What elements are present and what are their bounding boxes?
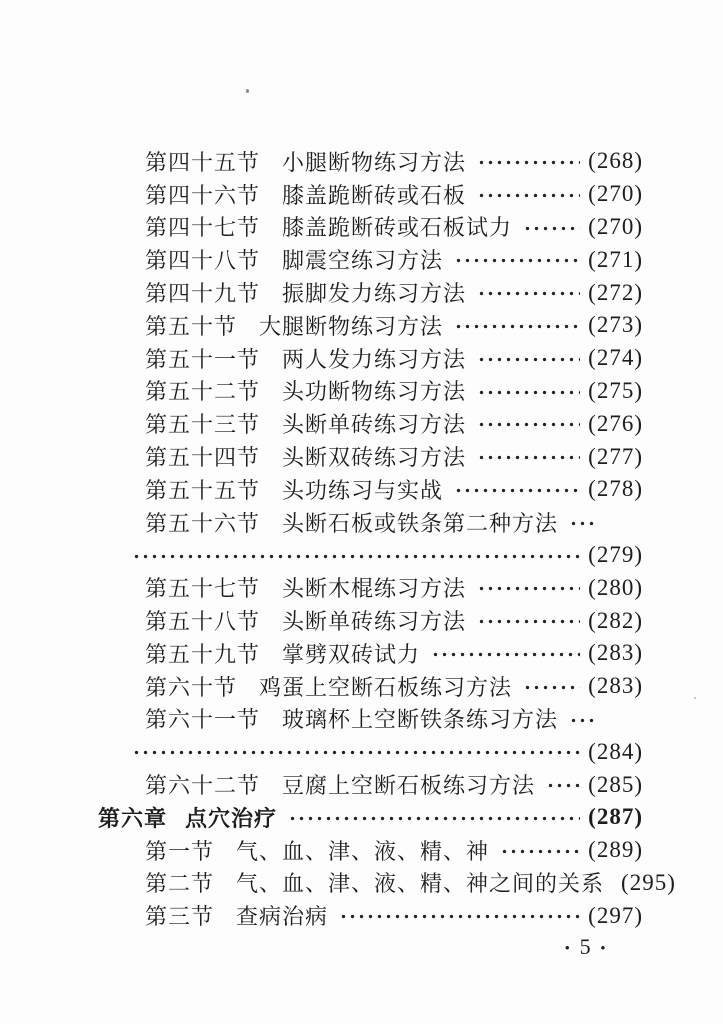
entry-title: 脚震空练习方法	[282, 248, 444, 274]
entry-page-number: (280)	[588, 574, 643, 600]
toc-row	[145, 506, 643, 539]
entry-page-number: (270)	[588, 181, 643, 207]
entry-title: 鸡蛋上空断石板练习方法	[259, 674, 513, 700]
dot-leader	[452, 473, 580, 506]
entry-page-number: (297)	[588, 902, 643, 928]
entry-label: 第六十一节	[145, 707, 261, 733]
toc-row	[145, 342, 643, 375]
toc-row	[145, 473, 643, 506]
entry-label: 第六十二节	[145, 773, 261, 799]
entry-title: 豆腐上空断石板练习方法	[282, 773, 536, 799]
toc-row	[145, 243, 643, 276]
dot-leader	[475, 375, 580, 408]
entry-title: 膝盖跪断砖或石板试力	[282, 215, 513, 241]
entry-label: 第五十节	[145, 313, 238, 339]
dot-leader	[521, 670, 580, 703]
toc-continuation-row	[130, 539, 643, 572]
dot-leader	[544, 768, 580, 801]
entry-page-number: (272)	[588, 279, 643, 305]
entry-page-number: (270)	[588, 213, 643, 239]
dot-leader	[498, 834, 580, 867]
entry-title: 头断单砖练习方法	[282, 609, 467, 635]
toc-row	[145, 670, 643, 703]
entry-label: 第二节	[145, 871, 215, 897]
entry-title: 头功断物练习方法	[282, 379, 467, 405]
entry-label: 第五十九节	[145, 641, 261, 667]
footer-bullet-left: •	[565, 939, 570, 955]
dot-leader	[475, 571, 580, 604]
entry-label: 第三节	[145, 904, 215, 930]
footer-bullet-right: •	[600, 939, 606, 955]
entry-title: 气、血、津、液、精、神之间的关系	[236, 871, 605, 897]
entry-title: 振脚发力练习方法	[282, 281, 467, 307]
entry-title: 点穴治疗	[185, 805, 278, 831]
toc-row	[145, 768, 643, 801]
entry-page-number: (276)	[588, 410, 643, 436]
toc-chapter-row	[98, 801, 643, 834]
footer-page-number: 5	[579, 934, 591, 959]
entry-page-number: (283)	[588, 673, 643, 699]
dot-leader	[521, 211, 580, 244]
dot-leader	[130, 539, 580, 572]
entry-title: 头断石板或铁条第二种方法	[282, 510, 559, 536]
toc-row	[145, 178, 643, 211]
dot-leader	[475, 178, 580, 211]
toc-row	[145, 604, 643, 637]
toc-row	[145, 867, 676, 900]
entry-page-number: (282)	[588, 607, 643, 633]
toc-row	[145, 145, 643, 178]
entry-label: 第四十六节	[145, 182, 261, 208]
toc-row	[145, 375, 643, 408]
dot-leader	[475, 145, 580, 178]
entry-page-number: (289)	[588, 837, 643, 863]
entry-page-number: (287)	[588, 804, 643, 830]
entry-page-number: (283)	[588, 640, 643, 666]
dot-leader	[130, 735, 580, 768]
toc-row	[145, 703, 643, 736]
dot-leader	[429, 637, 580, 670]
dot-leader	[475, 407, 580, 440]
entry-title: 掌劈双砖试力	[282, 641, 421, 667]
entry-page-number: (271)	[588, 246, 643, 272]
dot-leader	[337, 899, 580, 932]
entry-label: 第一节	[145, 838, 215, 864]
entry-label: 第五十五节	[145, 477, 261, 503]
dot-leader	[475, 440, 580, 473]
entry-title: 头功练习与实战	[282, 477, 444, 503]
entry-label: 第四十八节	[145, 248, 261, 274]
entry-title: 玻璃杯上空断铁条练习方法	[282, 707, 559, 733]
entry-label: 第五十六节	[145, 510, 261, 536]
toc-row	[145, 211, 643, 244]
entry-title: 大腿断物练习方法	[259, 313, 444, 339]
dot-leader	[452, 309, 580, 342]
toc-row	[145, 834, 643, 867]
toc-row	[145, 407, 643, 440]
toc-row	[145, 571, 643, 604]
dot-leader	[567, 506, 598, 539]
scan-speck	[246, 89, 249, 93]
entry-title: 头断木棍练习方法	[282, 576, 467, 602]
entry-label: 第四十九节	[145, 281, 261, 307]
entry-label: 第四十七节	[145, 215, 261, 241]
entry-label: 第六章	[98, 805, 168, 831]
entry-page-number: (268)	[588, 148, 643, 174]
scan-speck	[694, 697, 696, 699]
entry-page-number: (278)	[588, 476, 643, 502]
page-footer	[565, 934, 605, 960]
entry-label: 第五十四节	[145, 445, 261, 471]
toc-row	[145, 440, 643, 473]
dot-leader	[475, 342, 580, 375]
entry-page-number: (279)	[588, 541, 643, 567]
entry-title: 小腿断物练习方法	[282, 149, 467, 175]
entry-title: 气、血、津、液、精、神	[236, 838, 490, 864]
entry-title: 头断双砖练习方法	[282, 445, 467, 471]
toc-row	[145, 637, 643, 670]
entry-label: 第五十一节	[145, 346, 261, 372]
entry-label: 第六十节	[145, 674, 238, 700]
entry-title: 膝盖跪断砖或石板	[282, 182, 467, 208]
entry-label: 第五十七节	[145, 576, 261, 602]
entry-title: 查病治病	[236, 904, 329, 930]
toc-row	[145, 276, 643, 309]
dot-leader	[452, 243, 580, 276]
entry-page-number: (277)	[588, 443, 643, 469]
dot-leader	[567, 703, 598, 736]
entry-page-number: (284)	[588, 738, 643, 764]
entry-label: 第四十五节	[145, 149, 261, 175]
dot-leader	[475, 604, 580, 637]
entry-page-number: (285)	[588, 771, 643, 797]
entry-page-number: (273)	[588, 312, 643, 338]
dot-leader	[286, 801, 580, 834]
entry-page-number: (274)	[588, 345, 643, 371]
entry-page-number: (295)	[621, 869, 676, 895]
entry-label: 第五十二节	[145, 379, 261, 405]
toc-row	[145, 309, 643, 342]
entry-title: 头断单砖练习方法	[282, 412, 467, 438]
dot-leader	[475, 276, 580, 309]
toc-row	[145, 899, 643, 932]
toc-continuation-row	[130, 735, 643, 768]
entry-label: 第五十三节	[145, 412, 261, 438]
toc-list	[0, 145, 723, 932]
entry-label: 第五十八节	[145, 609, 261, 635]
entry-title: 两人发力练习方法	[282, 346, 467, 372]
entry-page-number: (275)	[588, 377, 643, 403]
